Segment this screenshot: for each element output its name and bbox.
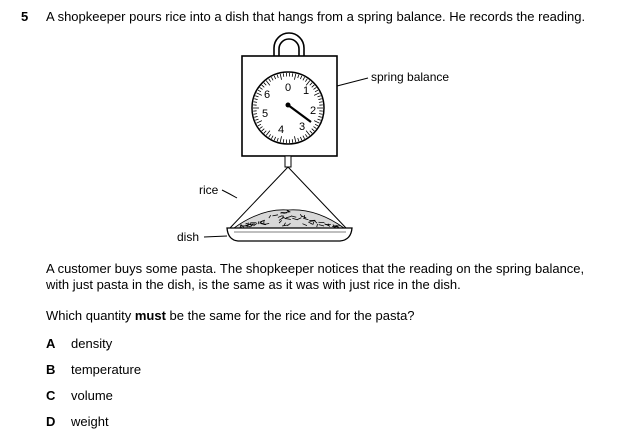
option-text: weight — [71, 414, 109, 429]
prompt-text-end: be the same for the rice and for the pasta? — [165, 308, 415, 323]
option-b[interactable] — [46, 362, 141, 377]
dial-number-3: 3 — [299, 121, 306, 133]
hanging-hook — [274, 33, 304, 56]
option-text: temperature — [71, 362, 142, 377]
spring-balance-leader — [337, 78, 368, 86]
prompt-text-start: Which quantity — [46, 308, 135, 323]
option-letter: B — [46, 362, 56, 377]
option-c[interactable] — [46, 388, 113, 403]
option-text: volume — [71, 388, 113, 403]
option-d[interactable] — [46, 414, 109, 429]
option-letter: C — [46, 388, 56, 403]
scenario-line-1: A customer buys some pasta. The shopkeeper notices that the reading on the spring balance, — [46, 261, 585, 276]
dish — [227, 228, 352, 241]
rice-label: rice — [199, 183, 219, 197]
dial-pivot — [286, 103, 291, 108]
rice-leader — [222, 190, 237, 198]
dial-number-6: 6 — [264, 89, 271, 101]
dial-number-0: 0 — [285, 82, 292, 94]
dial-number-2: 2 — [310, 105, 317, 117]
balance-stem — [285, 156, 291, 167]
dial-number-4: 4 — [278, 124, 285, 136]
question-number: 5 — [21, 9, 29, 24]
prompt-emphasis: must — [134, 308, 166, 323]
option-letter: D — [46, 414, 56, 429]
option-letter: A — [46, 336, 56, 351]
option-a[interactable] — [46, 336, 112, 351]
option-text: density — [71, 336, 113, 351]
question-stem: A shopkeeper pours rice into a dish that hangs from a spring balance. He records the reading. — [46, 9, 586, 24]
dial-number-1: 1 — [303, 85, 310, 97]
scenario-paragraph — [46, 261, 626, 293]
dish-label: dish — [177, 230, 200, 244]
question-prompt — [46, 308, 626, 324]
dial-number-5: 5 — [262, 108, 269, 120]
dish-leader — [204, 236, 227, 237]
scenario-line-2: with just pasta in the dish, is the same as it was with just rice in the dish. — [46, 277, 461, 292]
spring-balance-label: spring balance — [371, 70, 450, 84]
